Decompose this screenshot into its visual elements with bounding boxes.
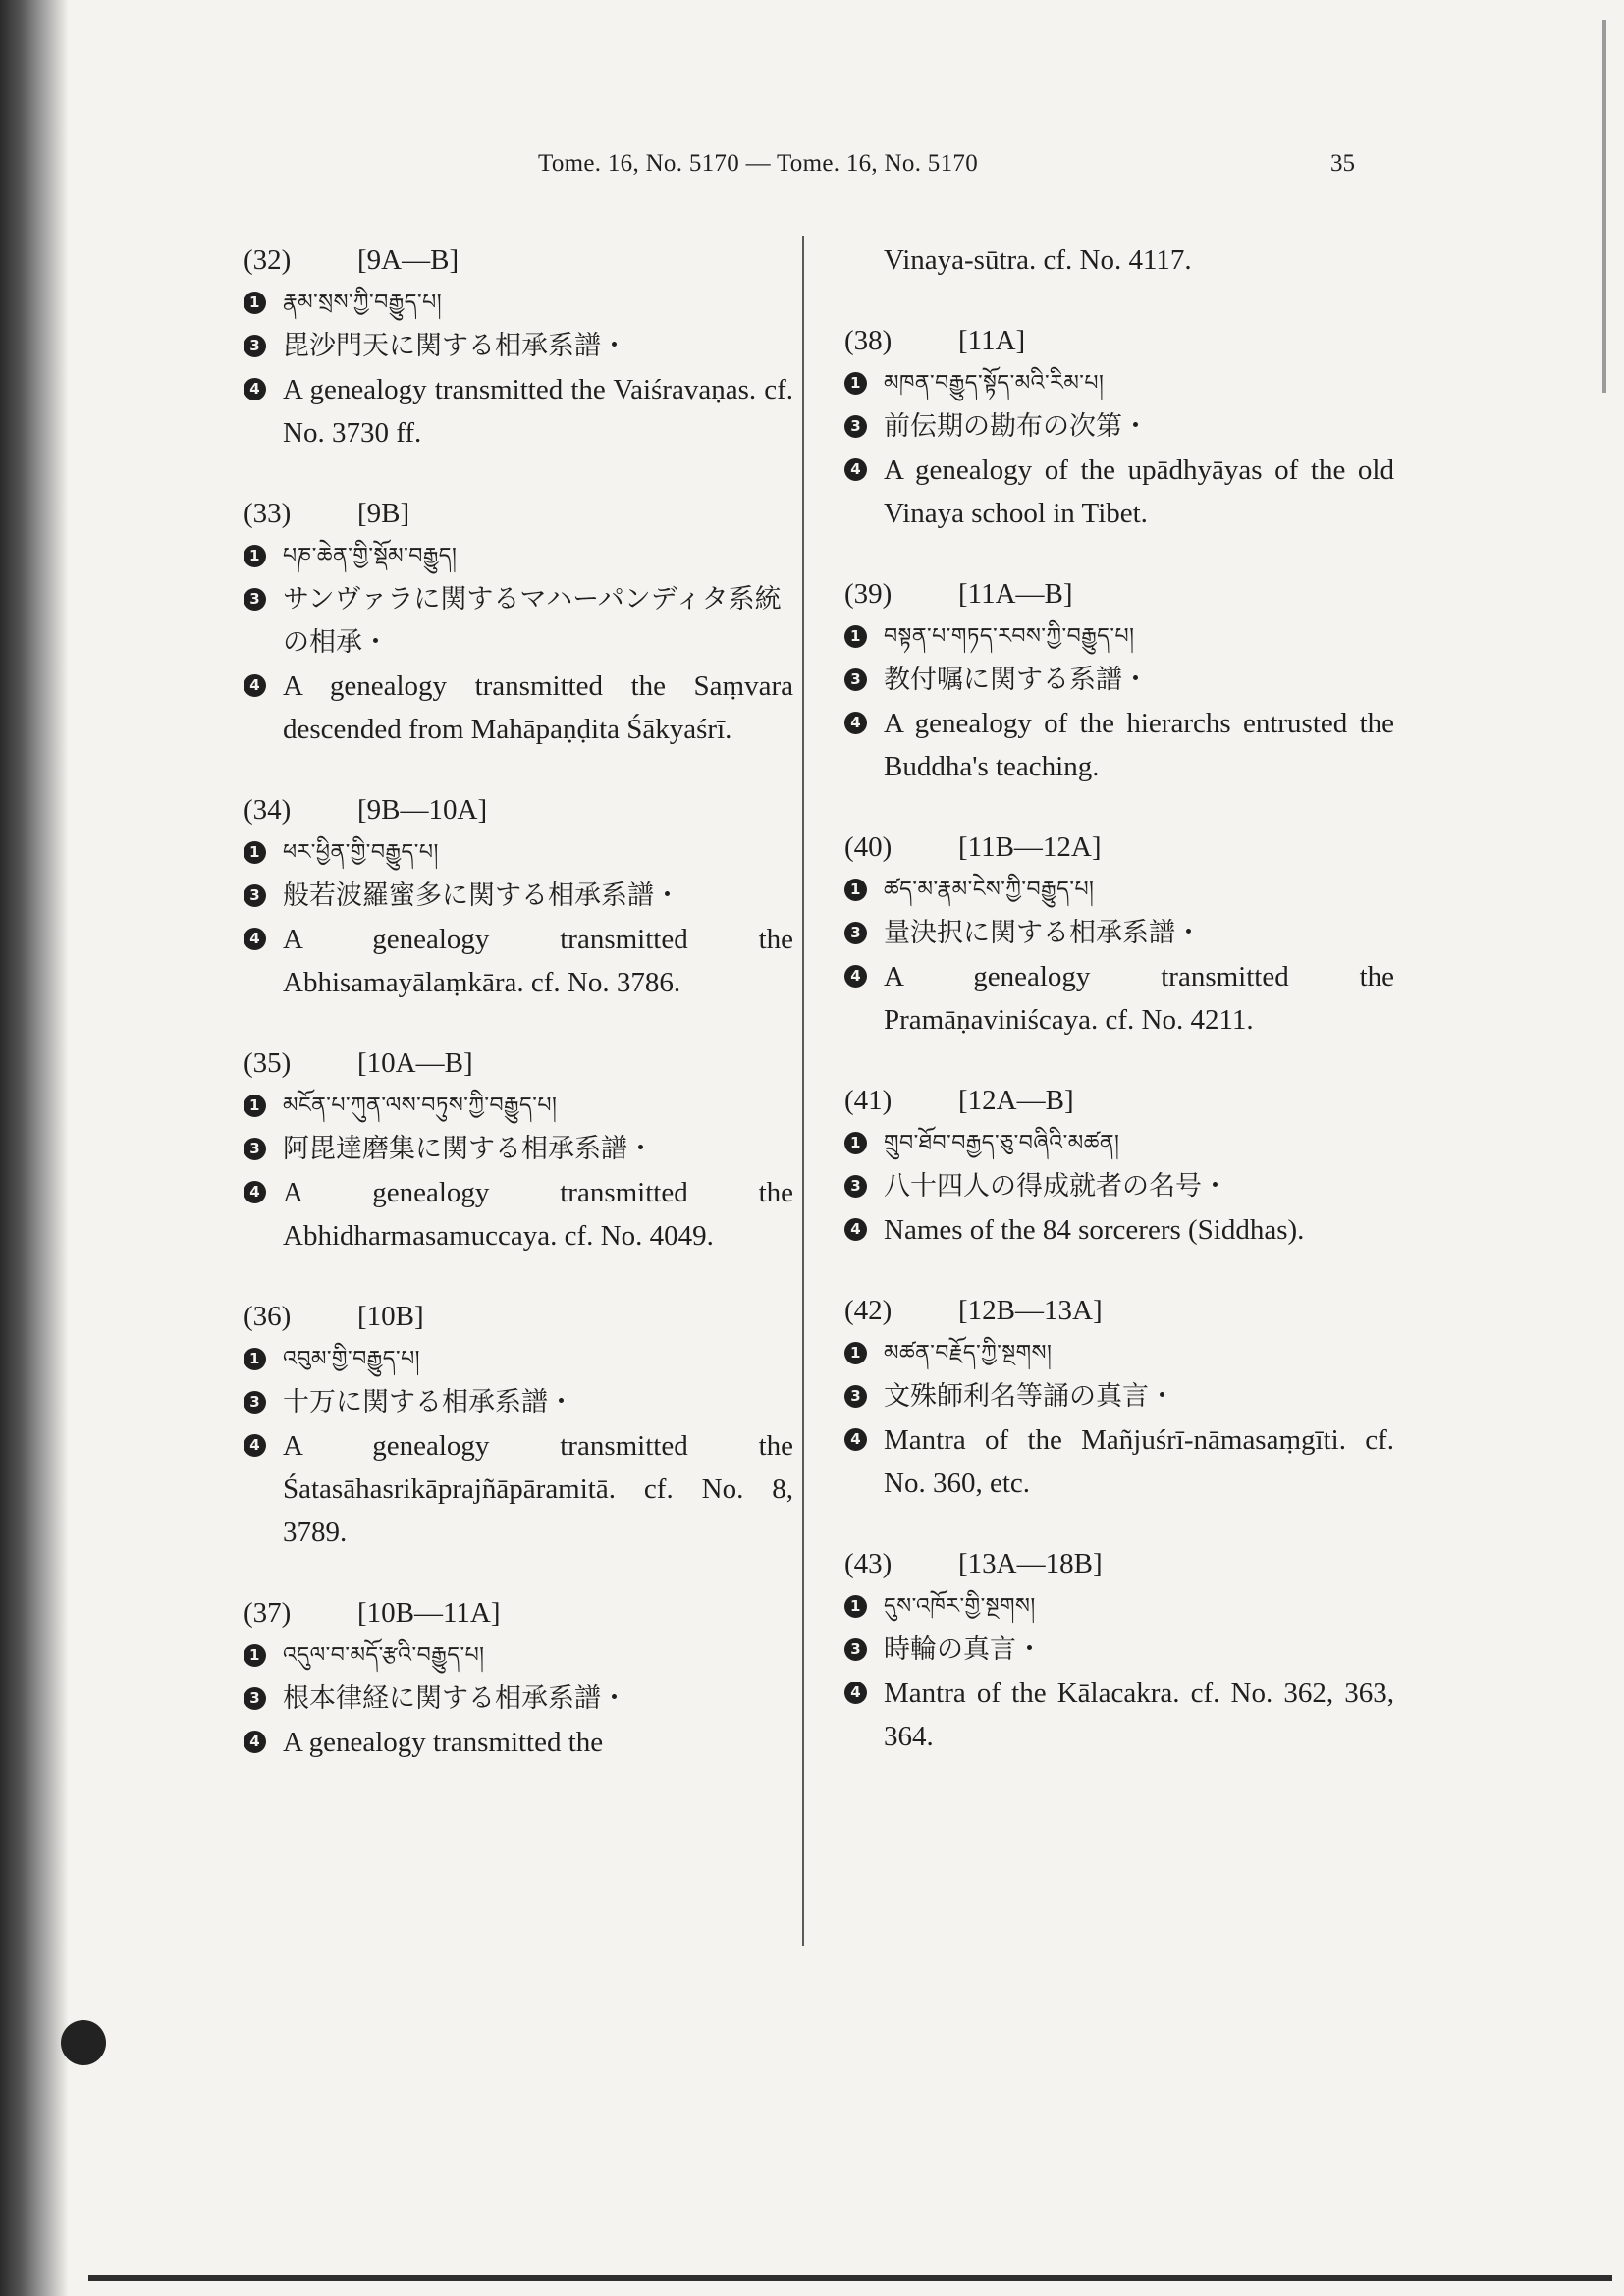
japanese-title: 3 教付嘱に関する系譜・ xyxy=(844,659,1394,702)
english-description: 4 Mantra of the Mañjuśrī-nāmasaṃgīti. cf. No. 360, etc. xyxy=(844,1418,1394,1505)
marker-4-icon: 4 xyxy=(244,674,266,697)
entry-number: (37) xyxy=(244,1597,292,1629)
marker-3-icon: 3 xyxy=(844,415,867,438)
folio-ref: [9B—10A] xyxy=(357,794,488,826)
entry-header xyxy=(844,1289,1394,1332)
folio-ref: [10B] xyxy=(357,1301,424,1332)
marker-3-icon: 3 xyxy=(244,1138,266,1160)
page-number: 35 xyxy=(1330,150,1355,177)
marker-4-icon: 4 xyxy=(244,378,266,400)
folio-ref: [13A—18B] xyxy=(958,1548,1103,1579)
tibetan-title: 1 མངོན་པ་ཀུན་ལས་བཏུས་ཀྱི་བརྒྱུད་པ། xyxy=(244,1085,793,1128)
japanese-title: 3 量決択に関する相承系譜・ xyxy=(844,912,1394,955)
page-header xyxy=(0,150,1624,186)
marker-4-icon: 4 xyxy=(844,1682,867,1704)
entry-header xyxy=(244,788,793,831)
entry-number: (34) xyxy=(244,794,292,826)
marker-1-icon: 1 xyxy=(844,1595,867,1618)
tibetan-title: 1 པཎ་ཆེན་གྱི་སྡོམ་བརྒྱུད། xyxy=(244,535,793,578)
entry-number: (32) xyxy=(244,244,292,276)
marker-4-icon: 4 xyxy=(244,1181,266,1203)
tibetan-title: 1 ཚད་མ་རྣམ་ངེས་ཀྱི་བརྒྱུད་པ། xyxy=(844,869,1394,912)
tibetan-title: 1 གྲུབ་ཐོབ་བརྒྱད་ཅུ་བཞིའི་མཚན། xyxy=(844,1122,1394,1165)
scan-shadow-bottom xyxy=(88,2275,1612,2281)
japanese-title: 3 八十四人の得成就者の名号・ xyxy=(844,1165,1394,1208)
english-description: 4 A genealogy of the hierarchs entrusted the Buddha's teaching. xyxy=(844,702,1394,788)
japanese-title: 3 阿毘達磨集に関する相承系譜・ xyxy=(244,1128,793,1171)
entry-header xyxy=(844,1079,1394,1122)
left-column xyxy=(244,239,793,1764)
english-description: 4 A genealogy transmitted the Saṃvara descended from Mahāpaṇḍita Śākyaśrī. xyxy=(244,665,793,751)
english-description: 4 A genealogy transmitted the Pramāṇaviniścaya. cf. No. 4211. xyxy=(844,955,1394,1041)
english-description-continued: Vinaya-sūtra. cf. No. 4117. xyxy=(884,244,1192,276)
scan-shadow-left xyxy=(0,0,69,2296)
marker-3-icon: 3 xyxy=(244,335,266,357)
marker-4-icon: 4 xyxy=(844,1428,867,1451)
marker-3-icon: 3 xyxy=(244,1687,266,1710)
entry-number: (39) xyxy=(844,578,893,610)
marker-3-icon: 3 xyxy=(844,1638,867,1661)
marker-1-icon: 1 xyxy=(244,292,266,314)
tibetan-title: 1 འདུལ་བ་མདོ་རྩའི་བརྒྱུད་པ། xyxy=(244,1634,793,1678)
marker-4-icon: 4 xyxy=(844,1218,867,1241)
entry-number: (38) xyxy=(844,325,893,356)
marker-1-icon: 1 xyxy=(244,1095,266,1117)
japanese-title: 3 時輪の真言・ xyxy=(844,1629,1394,1672)
english-description: 4 A genealogy transmitted the Abhisamayālaṃkāra. cf. No. 3786. xyxy=(244,918,793,1004)
marker-1-icon: 1 xyxy=(244,545,266,567)
tibetan-title: 1 འབུམ་གྱི་བརྒྱུད་པ། xyxy=(244,1338,793,1381)
running-title: Tome. 16, No. 5170 — Tome. 16, No. 5170 xyxy=(538,150,978,177)
marker-4-icon: 4 xyxy=(844,965,867,988)
folio-ref: [9B] xyxy=(357,498,410,529)
tibetan-title: 1 དུས་འཁོར་གྱི་སྔགས། xyxy=(844,1585,1394,1629)
entry-number: (40) xyxy=(844,831,893,863)
column-divider xyxy=(802,236,804,1946)
library-stamp xyxy=(61,2020,106,2065)
folio-ref: [12B—13A] xyxy=(958,1295,1103,1326)
marker-4-icon: 4 xyxy=(244,1731,266,1753)
english-description: 4 A genealogy transmitted the Vaiśravaṇas. cf. No. 3730 ff. xyxy=(244,368,793,454)
english-description: 4 Mantra of the Kālacakra. cf. No. 362, 363, 364. xyxy=(844,1672,1394,1758)
entry-header xyxy=(844,319,1394,362)
marker-1-icon: 1 xyxy=(244,1644,266,1667)
marker-1-icon: 1 xyxy=(244,1348,266,1370)
marker-4-icon: 4 xyxy=(844,712,867,734)
entry-number: (41) xyxy=(844,1085,893,1116)
marker-3-icon: 3 xyxy=(244,588,266,611)
entry-header xyxy=(244,492,793,535)
marker-3-icon: 3 xyxy=(244,884,266,907)
marker-1-icon: 1 xyxy=(244,841,266,864)
entry-header xyxy=(844,826,1394,869)
marker-3-icon: 3 xyxy=(844,1385,867,1408)
entry-number: (36) xyxy=(244,1301,292,1332)
marker-1-icon: 1 xyxy=(844,879,867,901)
folio-ref: [10B—11A] xyxy=(357,1597,501,1629)
right-column xyxy=(844,239,1394,1758)
english-description: 4 Names of the 84 sorcerers (Siddhas). xyxy=(844,1208,1394,1252)
marker-1-icon: 1 xyxy=(844,1342,867,1364)
scan-shadow-right xyxy=(1602,20,1606,393)
marker-3-icon: 3 xyxy=(844,922,867,944)
japanese-title: 3 文殊師利名等誦の真言・ xyxy=(844,1375,1394,1418)
entry-number: (35) xyxy=(244,1047,292,1079)
folio-ref: [11B—12A] xyxy=(958,831,1102,863)
entry-number: (33) xyxy=(244,498,292,529)
english-description: 4 A genealogy of the upādhyāyas of the old Vinaya school in Tibet. xyxy=(844,449,1394,535)
entry-header xyxy=(244,1591,793,1634)
folio-ref: [10A—B] xyxy=(357,1047,473,1079)
entry-header xyxy=(244,1295,793,1338)
tibetan-title: 1 མཁན་བརྒྱུད་སྟོད་མའི་རིམ་པ། xyxy=(844,362,1394,405)
japanese-title: 3 般若波羅蜜多に関する相承系譜・ xyxy=(244,875,793,918)
japanese-title: 3 根本律経に関する相承系譜・ xyxy=(244,1678,793,1721)
marker-3-icon: 3 xyxy=(244,1391,266,1414)
english-description: 4 A genealogy transmitted the Abhidharmasamuccaya. cf. No. 4049. xyxy=(244,1171,793,1257)
entry-number: (42) xyxy=(844,1295,893,1326)
marker-4-icon: 4 xyxy=(244,1434,266,1457)
entry-header xyxy=(844,572,1394,615)
japanese-title: 3 前伝期の勘布の次第・ xyxy=(844,405,1394,449)
folio-ref: [11A] xyxy=(958,325,1026,356)
entry-number: (43) xyxy=(844,1548,893,1579)
marker-3-icon: 3 xyxy=(844,668,867,691)
marker-4-icon: 4 xyxy=(844,458,867,481)
japanese-title: 3 毘沙門天に関する相承系譜・ xyxy=(244,325,793,368)
entry-header xyxy=(244,1041,793,1085)
entry-header xyxy=(844,1542,1394,1585)
folio-ref: [12A—B] xyxy=(958,1085,1074,1116)
tibetan-title: 1 རྣམ་སྲས་ཀྱི་བརྒྱུད་པ། xyxy=(244,282,793,325)
marker-3-icon: 3 xyxy=(844,1175,867,1198)
tibetan-title: 1 བསྟན་པ་གཏད་རབས་ཀྱི་བརྒྱུད་པ། xyxy=(844,615,1394,659)
marker-1-icon: 1 xyxy=(844,1132,867,1154)
entry-header xyxy=(244,239,793,282)
marker-1-icon: 1 xyxy=(844,372,867,395)
japanese-title: 3 十万に関する相承系譜・ xyxy=(244,1381,793,1424)
folio-ref: [11A—B] xyxy=(958,578,1073,610)
folio-ref: [9A—B] xyxy=(357,244,460,276)
english-description: 4 A genealogy transmitted the xyxy=(244,1721,793,1764)
japanese-title: 3 サンヴァラに関するマハーパンディタ系統の相承・ xyxy=(244,578,793,665)
marker-1-icon: 1 xyxy=(844,625,867,648)
tibetan-title: 1 ཕར་ཕྱིན་གྱི་བརྒྱུད་པ། xyxy=(244,831,793,875)
tibetan-title: 1 མཚན་བརྗོད་ཀྱི་སྔགས། xyxy=(844,1332,1394,1375)
english-description: 4 A genealogy transmitted the Śatasāhasrikāprajñāpāramitā. cf. No. 8, 3789. xyxy=(244,1424,793,1554)
marker-4-icon: 4 xyxy=(244,928,266,950)
